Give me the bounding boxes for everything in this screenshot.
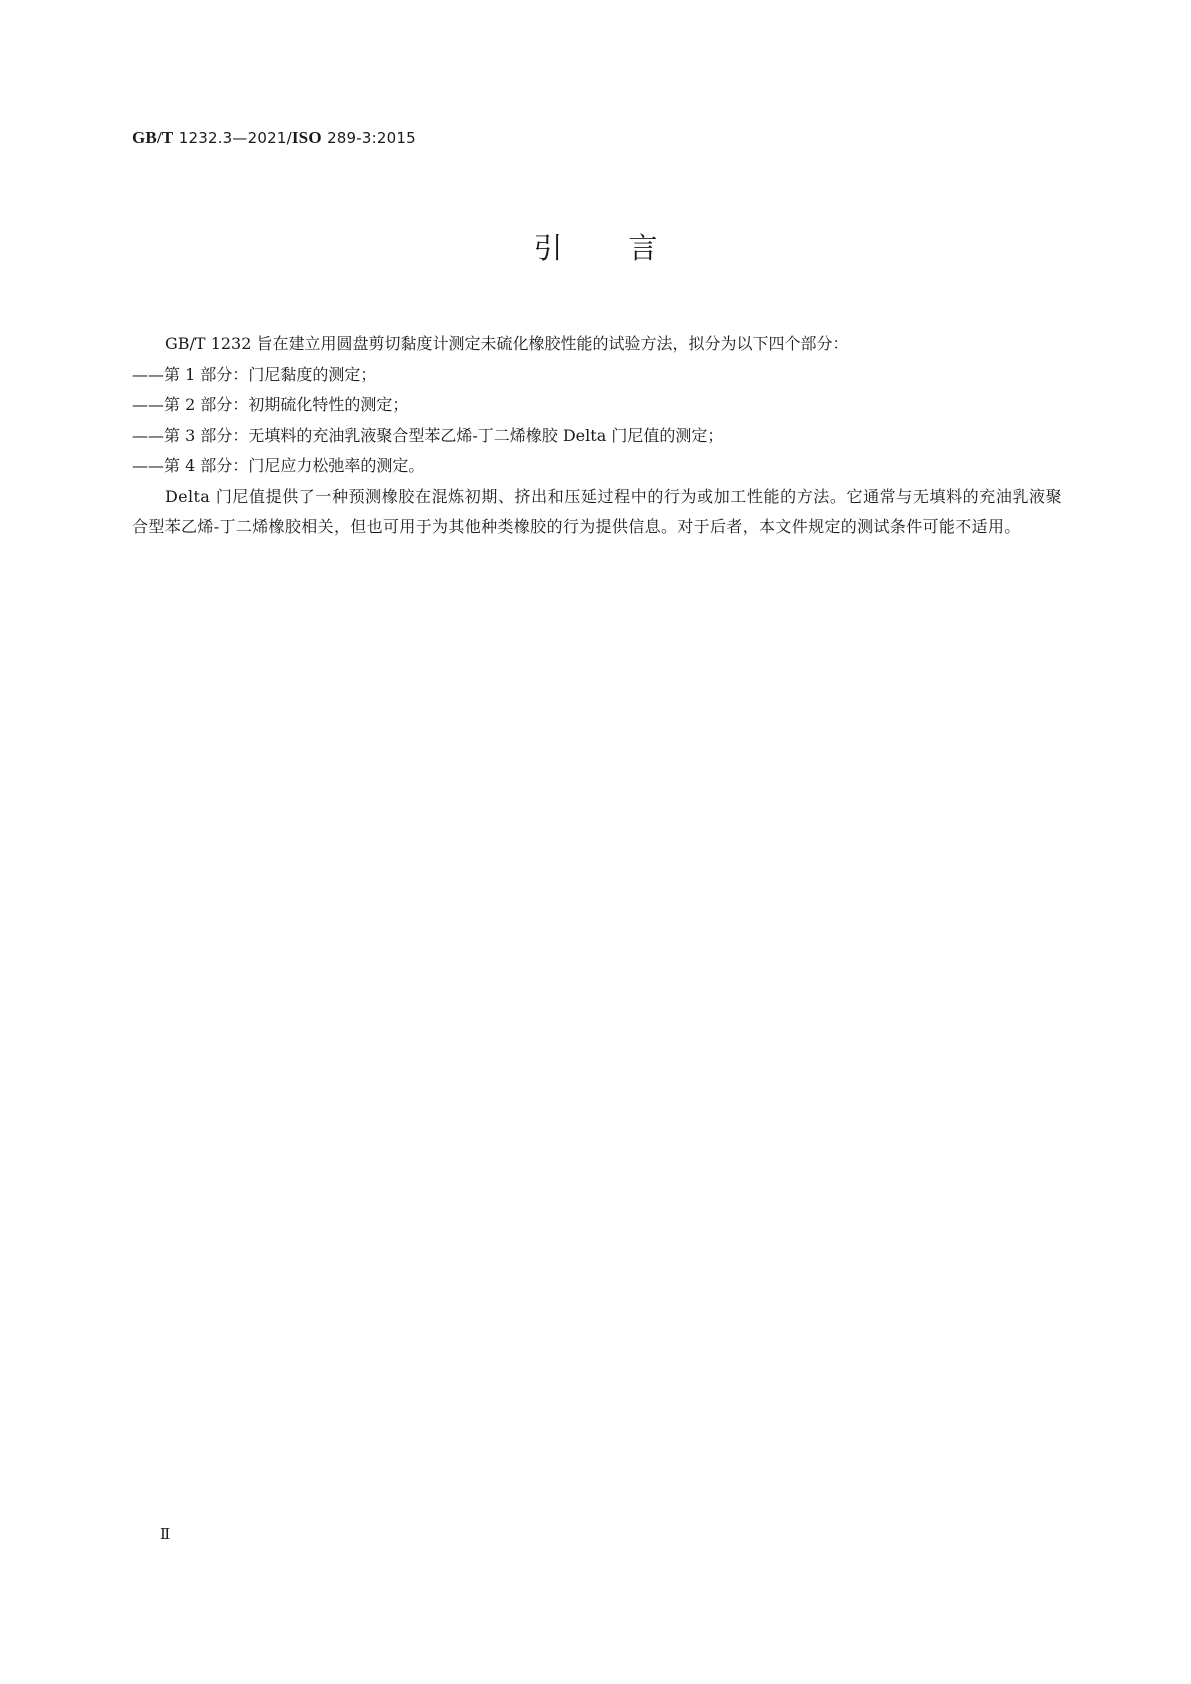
standard-code-header — [132, 127, 416, 149]
standard-prefix: GB/T — [132, 128, 174, 147]
list-item: ——第 2 部分：初期硫化特性的测定； — [132, 395, 409, 414]
delta-paragraph: Delta 门尼值提供了一种预测橡胶在混炼初期、挤出和压延过程中的行为或加工性能的方法。它通常与无填料的充油乳液聚合型苯乙烯-丁二烯橡胶相关，但也可用于为其他种类橡胶的行为提供信息。对于后者，本文件规定的测试条件可能不适用。 — [132, 486, 1062, 536]
iso-prefix: ISO — [291, 128, 322, 147]
list-item: ——第 4 部分：门尼应力松弛率的测定。 — [132, 456, 425, 475]
page-number: Ⅱ — [160, 1525, 171, 1543]
intro-paragraph: GB/T 1232 旨在建立用圆盘剪切黏度计测定未硫化橡胶性能的试验方法，拟分为以下四个部分： — [165, 334, 849, 353]
standard-number: 1232.3—2021/ — [178, 129, 292, 147]
document-body — [132, 329, 1062, 543]
section-title: 引言 — [533, 231, 724, 265]
list-item: ——第 3 部分：无填料的充油乳液聚合型苯乙烯-丁二烯橡胶 Delta 门尼值的测定； — [132, 425, 724, 445]
iso-number: 289-3:2015 — [327, 129, 416, 147]
list-item: ——第 1 部分：门尼黏度的测定； — [132, 364, 377, 384]
